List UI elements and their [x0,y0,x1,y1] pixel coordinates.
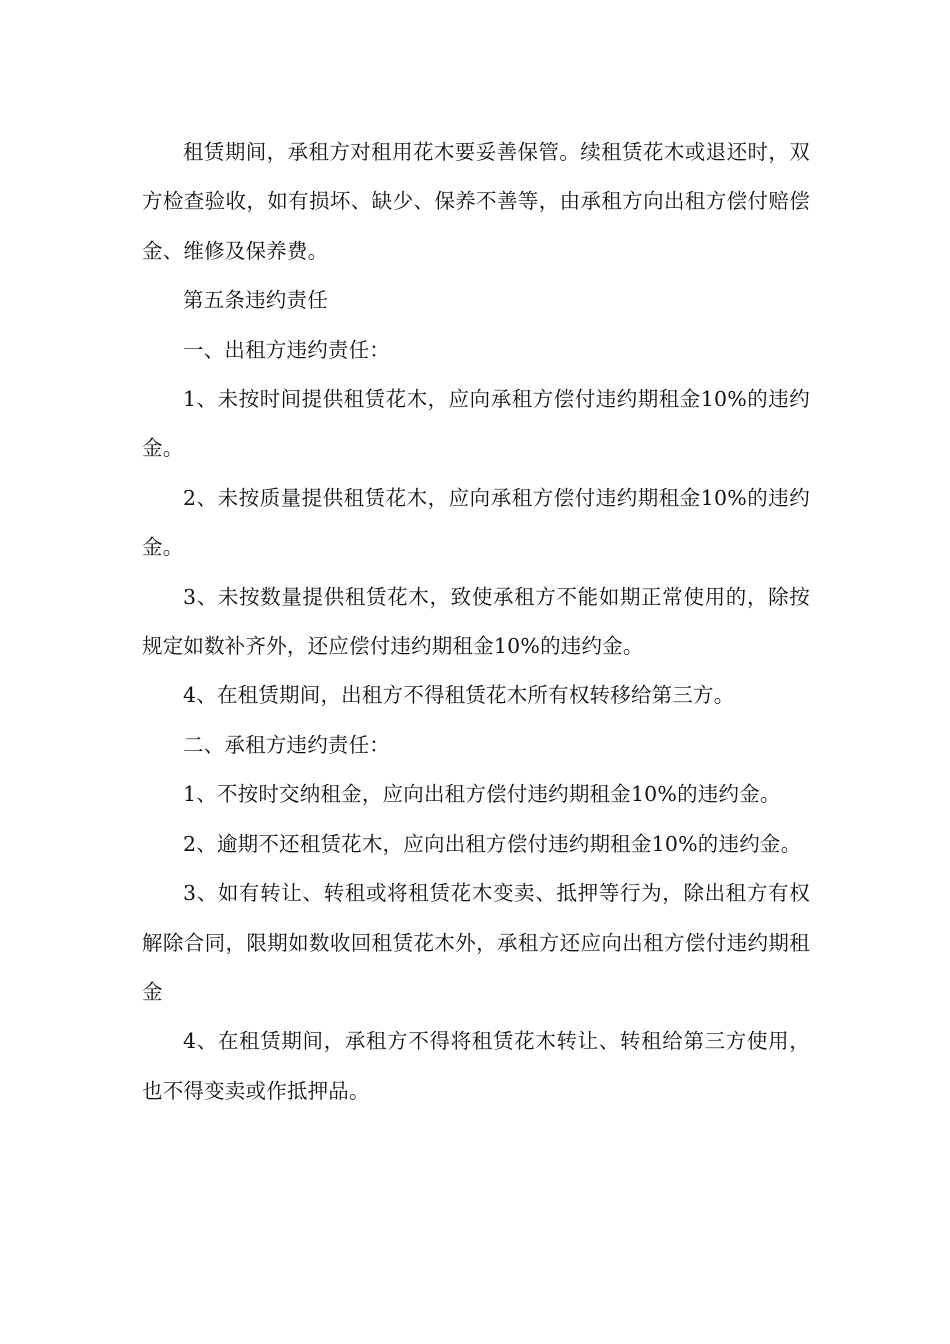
list-item-lessee-2: 2、逾期不还租赁花木，应向出租方偿付违约期租金10%的违约金。 [183,831,802,856]
paragraph-custody: 租赁期间，承租方对租用花木要妥善保管。续租赁花木或退还时，双方检查验收，如有损坏、缺少、保养不善等，由承租方向出租方偿付赔偿金、维修及保养费。 [142,140,810,263]
document-body [142,128,810,1116]
list-item-lessor-1: 1、未按时间提供租赁花木，应向承租方偿付违约期租金10%的违约金。 [142,387,810,461]
subheading-lessee-liability: 二、承租方违约责任： [183,732,390,757]
list-item-lessee-1: 1、不按时交纳租金，应向出租方偿付违约期租金10%的违约金。 [183,782,781,807]
list-item-lessee-3: 3、如有转让、转租或将租赁花木变卖、抵押等行为，除出租方有权解除合同，限期如数收回租赁花木外，承租方还应向出租方偿付违约期租金 [142,881,810,1004]
list-item-lessor-2: 2、未按质量提供租赁花木，应向承租方偿付违约期租金10%的违约金。 [142,485,810,560]
list-item-lessor-3: 3、未按数量提供租赁花木，致使承租方不能如期正常使用的，除按规定如数补齐外，还应偿付违约期租金10%的违约金。 [142,584,810,659]
list-item-lessor-4: 4、在租赁期间，出租方不得租赁花木所有权转移给第三方。 [183,683,735,708]
subheading-lessor-liability: 一、出租方违约责任： [183,337,390,362]
section-heading-article-5: 第五条违约责任 [183,288,328,313]
list-item-lessee-4: 4、在租赁期间，承租方不得将租赁花木转让、转租给第三方使用，也不得变卖或作抵押品。 [142,1029,810,1103]
